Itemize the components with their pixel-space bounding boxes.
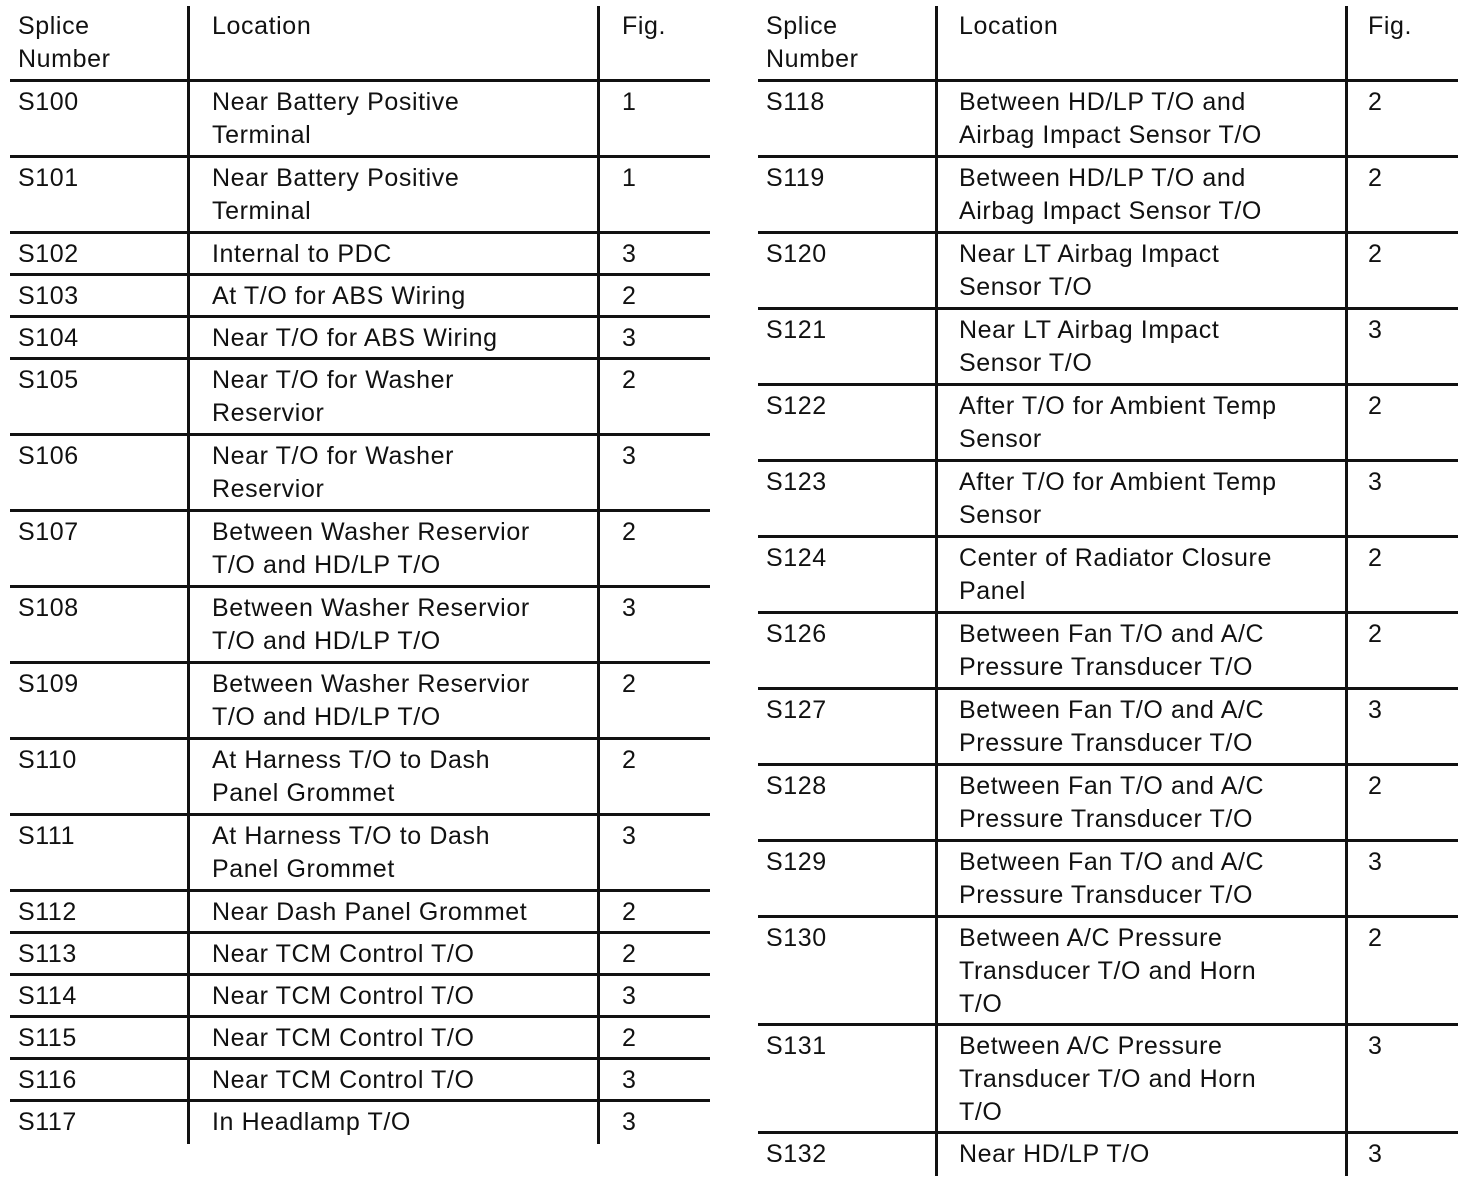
splice-number: S113 (18, 940, 77, 968)
column-divider-2 (1345, 6, 1348, 1176)
splice-number: S114 (18, 982, 77, 1010)
table-row (758, 538, 1458, 614)
splice-number: S129 (766, 848, 827, 876)
splice-location: Between Fan T/O and A/C Pressure Transducer T/O (959, 772, 1265, 833)
splice-number: S131 (766, 1032, 827, 1060)
splice-location: Between HD/LP T/O and Airbag Impact Sensor T/O (959, 88, 1262, 149)
splice-number: S122 (766, 392, 827, 420)
splice-fig: 2 (622, 746, 637, 774)
splice-location: Near T/O for Washer Reservior (212, 366, 455, 427)
splice-table-right (758, 6, 1458, 1176)
splice-fig: 3 (622, 982, 637, 1010)
table-row (10, 318, 710, 360)
table-row (10, 158, 710, 234)
splice-fig: 2 (1368, 88, 1383, 116)
splice-number: S102 (18, 240, 79, 268)
table-row (10, 892, 710, 934)
splice-fig: 3 (622, 1066, 637, 1094)
splice-fig: 2 (622, 518, 637, 546)
splice-fig: 3 (1368, 1140, 1383, 1168)
splice-location: Internal to PDC (212, 240, 392, 268)
splice-location: Near LT Airbag Impact Sensor T/O (959, 316, 1220, 377)
splice-number: S118 (766, 88, 825, 116)
column-divider-2 (597, 6, 600, 1144)
splice-location: Near TCM Control T/O (212, 1024, 475, 1052)
splice-location: Near TCM Control T/O (212, 940, 475, 968)
splice-number: S121 (766, 316, 827, 344)
splice-location: Near Dash Panel Grommet (212, 898, 528, 926)
splice-location: After T/O for Ambient Temp Sensor (959, 468, 1277, 529)
splice-number: S110 (18, 746, 77, 774)
splice-fig: 3 (622, 442, 637, 470)
table-row (758, 310, 1458, 386)
table-row (10, 816, 710, 892)
splice-location: Between A/C Pressure Transducer T/O and Horn T/O (959, 1032, 1257, 1126)
splice-fig: 2 (622, 282, 637, 310)
splice-fig: 2 (1368, 164, 1383, 192)
splice-fig: 2 (1368, 620, 1383, 648)
table-row (758, 842, 1458, 918)
header-fig: Fig. (1368, 12, 1413, 40)
splice-location: Near TCM Control T/O (212, 982, 475, 1010)
splice-location: At Harness T/O to Dash Panel Grommet (212, 822, 491, 883)
splice-location: Near T/O for ABS Wiring (212, 324, 498, 352)
table-row (758, 1134, 1458, 1176)
splice-number: S112 (18, 898, 77, 926)
splice-fig: 3 (622, 324, 637, 352)
splice-fig: 2 (622, 898, 637, 926)
splice-location: Near Battery Positive Terminal (212, 88, 460, 149)
splice-fig: 3 (622, 594, 637, 622)
splice-table-left (10, 6, 710, 1144)
table-row (10, 664, 710, 740)
splice-location: Near LT Airbag Impact Sensor T/O (959, 240, 1220, 301)
table-row (758, 234, 1458, 310)
splice-fig: 2 (1368, 924, 1383, 952)
table-row (10, 436, 710, 512)
splice-location: Between Washer Reservior T/O and HD/LP T/O (212, 670, 530, 731)
splice-location: Near TCM Control T/O (212, 1066, 475, 1094)
splice-number: S124 (766, 544, 827, 572)
splice-fig: 2 (622, 1024, 637, 1052)
splice-number: S128 (766, 772, 827, 800)
splice-number: S101 (18, 164, 79, 192)
splice-number: S109 (18, 670, 79, 698)
splice-fig: 2 (622, 366, 637, 394)
splice-location: In Headlamp T/O (212, 1108, 411, 1136)
splice-fig: 3 (1368, 1032, 1383, 1060)
splice-number: S126 (766, 620, 827, 648)
splice-fig: 3 (1368, 316, 1383, 344)
splice-location: Near HD/LP T/O (959, 1140, 1150, 1168)
header-splice-number: Splice Number (18, 12, 111, 73)
table-row (10, 1060, 710, 1102)
splice-number: S127 (766, 696, 827, 724)
table-row (10, 512, 710, 588)
splice-fig: 3 (1368, 468, 1383, 496)
splice-fig: 2 (622, 670, 637, 698)
column-divider-1 (187, 6, 190, 1144)
splice-fig: 2 (1368, 240, 1383, 268)
splice-location: After T/O for Ambient Temp Sensor (959, 392, 1277, 453)
splice-location: Near T/O for Washer Reservior (212, 442, 455, 503)
table-row (758, 614, 1458, 690)
splice-fig: 1 (622, 164, 637, 192)
table-row (10, 588, 710, 664)
splice-number: S119 (766, 164, 825, 192)
table-row (758, 158, 1458, 234)
splice-location: Between Washer Reservior T/O and HD/LP T/O (212, 518, 530, 579)
splice-number: S104 (18, 324, 79, 352)
splice-fig: 3 (1368, 848, 1383, 876)
splice-number: S117 (18, 1108, 77, 1136)
table-row (10, 276, 710, 318)
table-row (758, 1026, 1458, 1134)
splice-number: S108 (18, 594, 79, 622)
table-row (10, 234, 710, 276)
table-row (758, 766, 1458, 842)
splice-fig: 2 (1368, 392, 1383, 420)
splice-fig: 1 (622, 88, 637, 116)
splice-fig: 3 (622, 822, 637, 850)
splice-location: Center of Radiator Closure Panel (959, 544, 1272, 605)
splice-location: Between Fan T/O and A/C Pressure Transducer T/O (959, 848, 1265, 909)
splice-number: S116 (18, 1066, 77, 1094)
splice-number: S106 (18, 442, 79, 470)
splice-location: Between A/C Pressure Transducer T/O and Horn T/O (959, 924, 1257, 1018)
splice-location: At T/O for ABS Wiring (212, 282, 466, 310)
splice-fig: 2 (1368, 772, 1383, 800)
splice-location: At Harness T/O to Dash Panel Grommet (212, 746, 491, 807)
header-location: Location (212, 12, 312, 40)
table-row (758, 462, 1458, 538)
splice-number: S123 (766, 468, 827, 496)
splice-location: Between HD/LP T/O and Airbag Impact Sensor T/O (959, 164, 1262, 225)
table-row (758, 918, 1458, 1026)
splice-location: Near Battery Positive Terminal (212, 164, 460, 225)
splice-number: S120 (766, 240, 827, 268)
header-fig: Fig. (622, 12, 667, 40)
header-splice-number: Splice Number (766, 12, 859, 73)
table-row (10, 934, 710, 976)
splice-number: S132 (766, 1140, 827, 1168)
splice-number: S105 (18, 366, 79, 394)
splice-fig: 2 (622, 940, 637, 968)
splice-fig: 3 (622, 240, 637, 268)
header-location: Location (959, 12, 1059, 40)
table-row (758, 690, 1458, 766)
splice-location: Between Fan T/O and A/C Pressure Transducer T/O (959, 620, 1265, 681)
table-header (10, 6, 710, 82)
table-row (10, 976, 710, 1018)
splice-number: S111 (18, 822, 76, 850)
column-divider-1 (935, 6, 938, 1176)
table-row (10, 1018, 710, 1060)
table-row (10, 1102, 710, 1144)
table-row (10, 740, 710, 816)
table-row (10, 82, 710, 158)
splice-number: S130 (766, 924, 827, 952)
splice-fig: 2 (1368, 544, 1383, 572)
table-row (10, 360, 710, 436)
splice-fig: 3 (1368, 696, 1383, 724)
table-header (758, 6, 1458, 82)
splice-number: S103 (18, 282, 79, 310)
table-row (758, 386, 1458, 462)
splice-location: Between Fan T/O and A/C Pressure Transducer T/O (959, 696, 1265, 757)
splice-number: S107 (18, 518, 79, 546)
table-row (758, 82, 1458, 158)
splice-number: S100 (18, 88, 79, 116)
splice-number: S115 (18, 1024, 77, 1052)
splice-fig: 3 (622, 1108, 637, 1136)
splice-location: Between Washer Reservior T/O and HD/LP T/O (212, 594, 530, 655)
